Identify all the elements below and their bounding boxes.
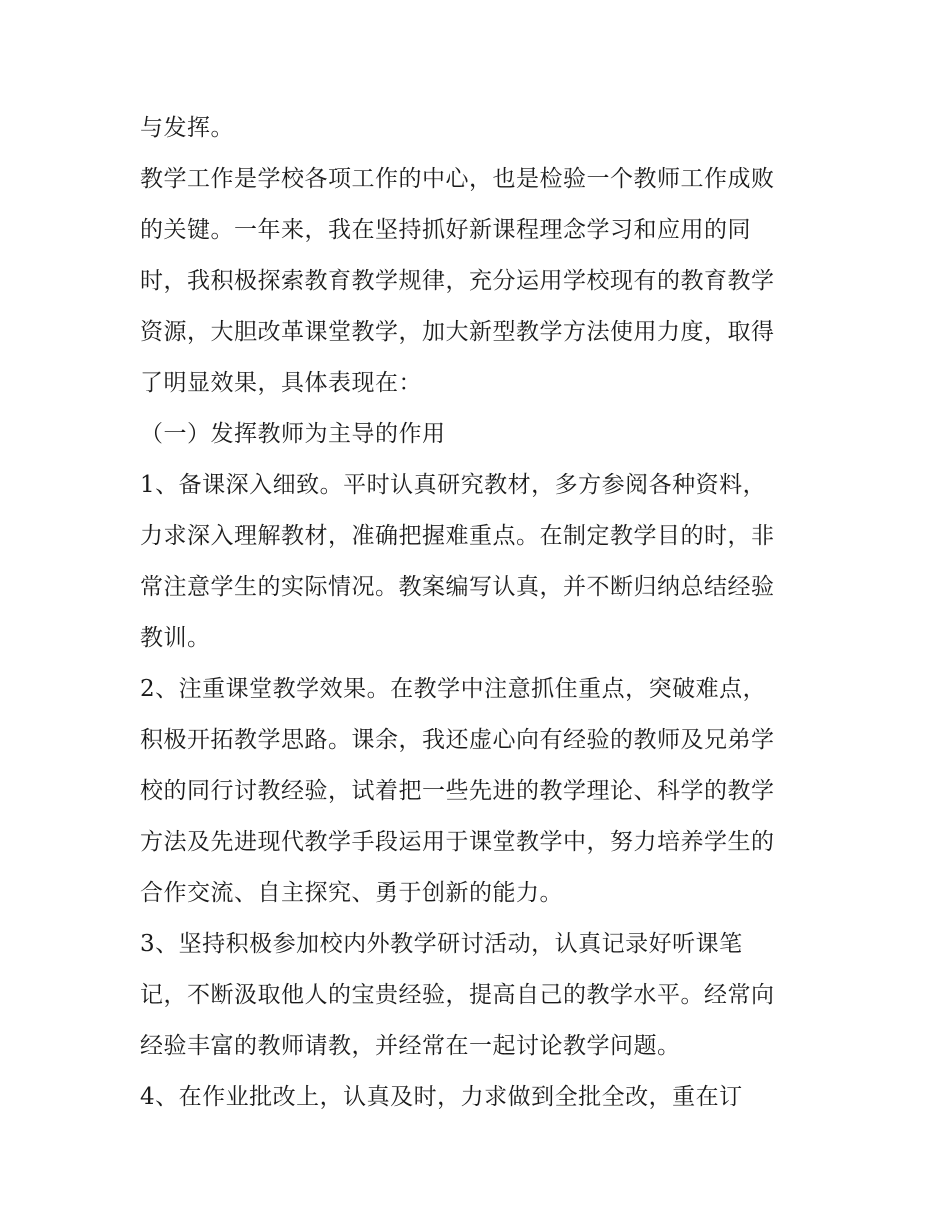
text-line: 4、在作业批改上，认真及时，力求做到全批全改，重在订 [140,1084,743,1110]
text-line: 力求深入理解教材，准确把握难重点。在制定教学目的时，非 [140,523,775,549]
text-line: 记，不断汲取他人的宝贵经验，提高自己的教学水平。经常向 [140,982,775,1008]
text-line: 教训。 [140,625,211,651]
text-line: 合作交流、自主探究、勇于创新的能力。 [140,880,563,906]
text-line: 了明显效果，具体表现在： [140,370,422,396]
text-line: 1、备课深入细致。平时认真研究教材，多方参阅各种资料， [140,472,767,498]
text-line: 常注意学生的实际情况。教案编写认真，并不断归纳总结经验 [140,574,775,600]
text-line: 积极开拓教学思路。课余，我还虚心向有经验的教师及兄弟学 [140,727,775,753]
text-line: 方法及先进现代教学手段运用于课堂教学中，努力培养学生的 [140,829,775,855]
text-line: 经验丰富的教师请教，并经常在一起讨论教学问题。 [140,1033,681,1059]
text-line: 的关键。一年来，我在坚持抓好新课程理念学习和应用的同 [140,217,751,243]
text-line: 资源，大胆改革课堂教学，加大新型教学方法使用力度，取得 [140,319,775,345]
text-line: 3、坚持积极参加校内外教学研讨活动，认真记录好听课笔 [140,931,743,957]
text-line: 校的同行讨教经验，试着把一些先进的教学理论、科学的教学 [140,778,775,804]
text-line: 教学工作是学校各项工作的中心，也是检验一个教师工作成败 [140,166,775,192]
text-line: 与发挥。 [140,115,234,141]
text-line: 2、注重课堂教学效果。在教学中注意抓住重点，突破难点， [140,676,767,702]
text-line: 时，我积极探索教育教学规律，充分运用学校现有的教育教学 [140,268,775,294]
section-heading: （一）发挥教师为主导的作用 [140,421,446,447]
